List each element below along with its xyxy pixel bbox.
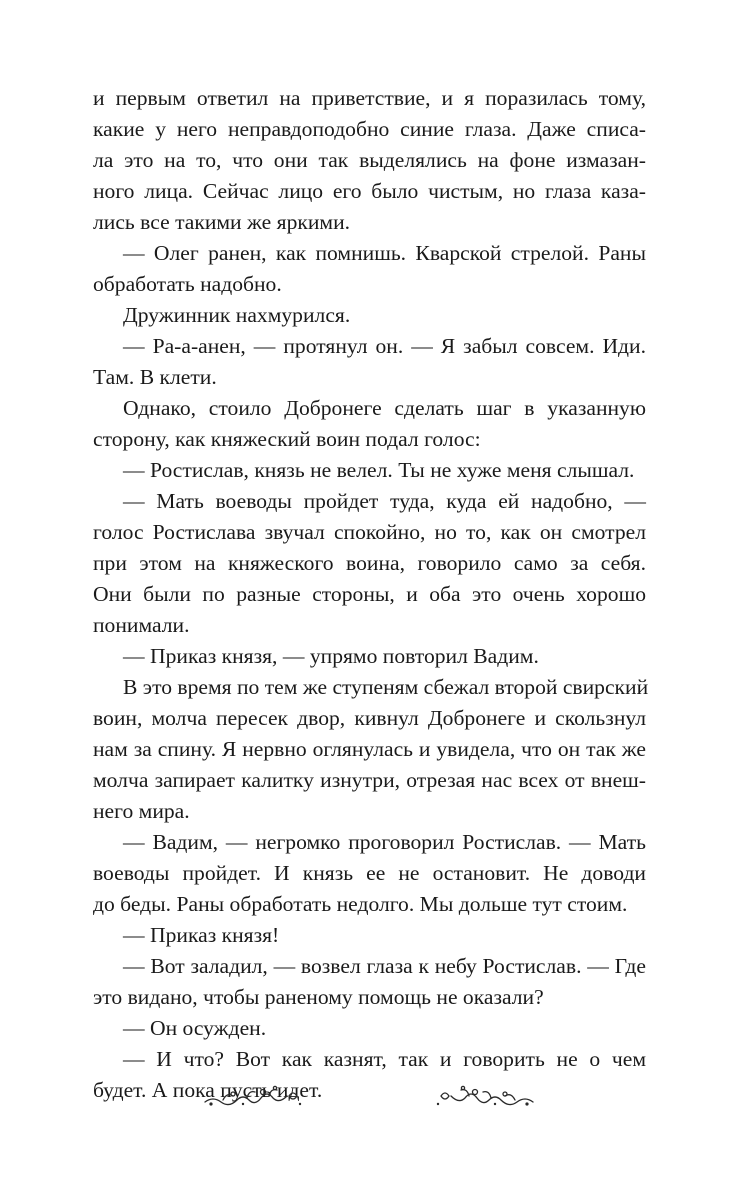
paragraph — [93, 83, 646, 238]
text-line: — Олег ранен, как помнишь. Кварской стрелой. Раны — [123, 241, 646, 265]
paragraph — [93, 827, 646, 920]
text-line: воеводы пройдет. И князь ее не остановит. Не доводи — [93, 861, 646, 885]
paragraph — [93, 920, 646, 951]
text-line: какие у него неправдоподобно синие глаза. Даже списа- — [93, 117, 646, 141]
paragraph — [93, 331, 646, 393]
text-line: и первым ответил на приветствие, и я поразилась тому, — [93, 86, 646, 110]
text-line: нам за спину. Я нервно оглянулась и увидела, что он так же — [93, 737, 646, 761]
paragraph — [93, 641, 646, 672]
paragraph — [93, 1044, 646, 1106]
page-text — [93, 83, 649, 1106]
text-line: — Ра-а-анен, — протянул он. — Я забыл совсем. Иди. — [123, 334, 646, 358]
text-line: воин, молча пересек двор, кивнул Добронеге и скользнул — [93, 706, 646, 730]
text-line: Они были по разные стороны, и оба это очень хорошо — [93, 582, 646, 606]
text-line: до беды. Раны обработать недолго. Мы дольше тут стоим. — [93, 892, 628, 916]
paragraph — [93, 238, 646, 300]
floral-ornament-left-icon — [203, 1082, 303, 1110]
text-line: — Приказ князя! — [123, 923, 280, 947]
text-line: будет. А пока пусть идет. — [93, 1078, 323, 1102]
text-line: — Приказ князя, — упрямо повторил Вадим. — [123, 644, 539, 668]
text-line: понимали. — [93, 613, 190, 637]
text-line: него мира. — [93, 799, 190, 823]
text-line: ла это на то, что они так выделялись на фоне измазан- — [93, 148, 646, 172]
paragraph — [93, 672, 649, 827]
text-line: обработать надобно. — [93, 272, 282, 296]
text-line: — Ростислав, князь не велел. Ты не хуже меня слышал. — [123, 458, 635, 482]
paragraph — [93, 486, 646, 641]
text-line: голос Ростислава звучал спокойно, но то, как он смотрел — [93, 520, 646, 544]
text-line: — И что? Вот как казнят, так и говорить не о чем — [123, 1047, 646, 1071]
floral-ornament-right-icon — [435, 1082, 535, 1110]
text-line: — Он осужден. — [123, 1016, 267, 1040]
text-line: лись все такими же яркими. — [93, 210, 351, 234]
paragraph — [93, 951, 646, 1013]
paragraph — [93, 455, 646, 486]
text-line: Дружинник нахмурился. — [123, 303, 351, 327]
text-line: сторону, как княжеский воин подал голос: — [93, 427, 481, 451]
paragraph — [93, 1013, 646, 1044]
text-line: — Мать воеводы пройдет туда, куда ей надобно, — — [123, 489, 646, 513]
text-line: ного лица. Сейчас лицо его было чистым, но глаза каза- — [93, 179, 646, 203]
paragraph — [93, 393, 646, 455]
text-line: молча запирает калитку изнутри, отрезая нас всех от внеш- — [93, 768, 646, 792]
text-line: это видано, чтобы раненому помощь не оказали? — [93, 985, 544, 1009]
text-line: — Вот заладил, — возвел глаза к небу Ростислав. — Где — [123, 954, 646, 978]
text-line: при этом на княжеского воина, говорило само за себя. — [93, 551, 646, 575]
text-line: — Вадим, — негромко проговорил Ростислав. — Мать — [123, 830, 646, 854]
paragraph — [93, 300, 646, 331]
text-line: Однако, стоило Добронеге сделать шаг в указанную — [123, 396, 646, 420]
text-line: В это время по тем же ступеням сбежал второй свирский — [123, 675, 649, 699]
text-line: Там. В клети. — [93, 365, 217, 389]
